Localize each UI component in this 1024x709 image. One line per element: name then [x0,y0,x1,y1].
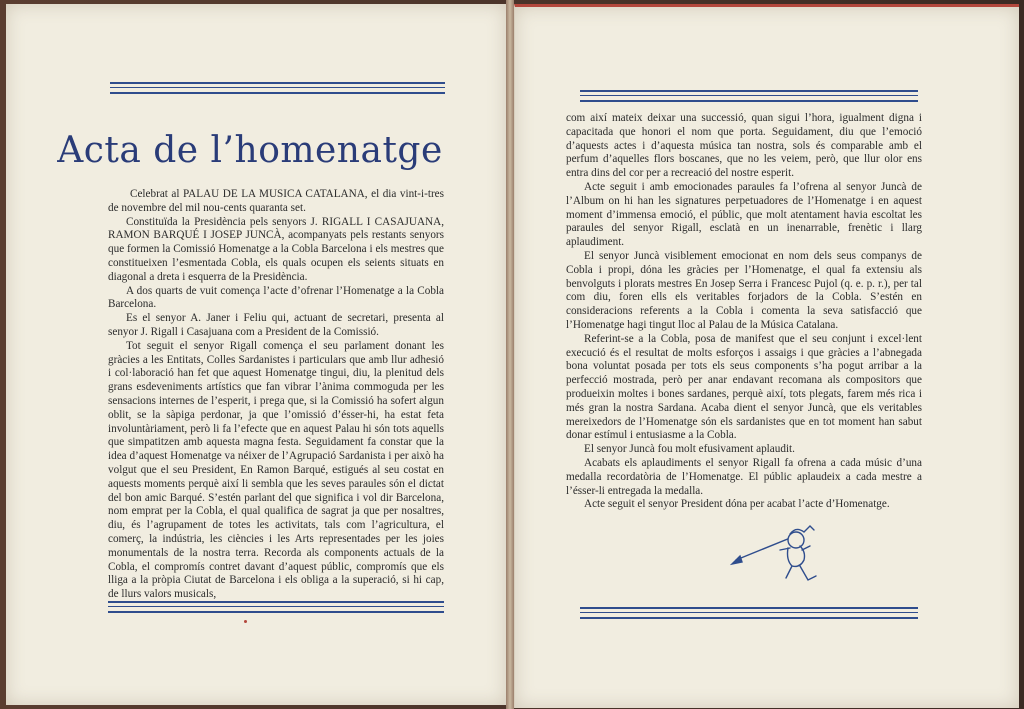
left-page-text [108,188,444,602]
paragraph: Referint-se a la Cobla, posa de manifest que el seu conjunt i excel·lent execució és el resultat de molts esforços i assaigs i que gràcies a l’abnegada bona voluntat posada per tots els seus components s’ha pogut arribar a la perfecció mostrada, però per anar endavant recomana als compositors que produeixin moltes i bones sardanes, perquè així, tots plegats, farem més rica i més gran la nostra Sardana. Acaba dient el senyor Juncà, que els veritables mereixedors de l’Homenatge són els sardanistes que en tot moment han sabut donar estímul i entusiasme a la Cobla. [566,332,922,442]
page-title: Acta de l’homenatge [57,130,443,171]
paragraph: com així mateix deixar una successió, quan sigui l’hora, igualment digna i capacitada que honori el nom que porta. Seguidament, diu que l’emoció d’aquests actes i d’aquesta música tan nostra, sols és comparable amb el perfum d’aquelles flors boscanes, que no les veiem, però, que llur olor ens entra dins del cor per a recreació del nostre esperit. [566,112,922,180]
top-rule-right [580,90,918,102]
paragraph: A dos quarts de vuit comença l’acte d’ofrenar l’Homenatge a la Cobla Barcelona. [108,284,444,311]
top-rule-left [110,82,445,94]
paragraph: Tot seguit el senyor Rigall comença el seu parlament donant les gràcies a les Entitats, Colles Sardanistes i particulars que amb llur adhesió i col·laboració han fet que aquest Homenatge tingui, diu, la plenitud dels grans esdeveniments artístics que fan vibrar l’ànima commoguda per les sensacions internes de l’esperit, i prega que, si la Comissió ha sofert algun oblit, se la sàpiga perdonar, ja que l’omissió d’ésser-hi, ha estat feta involuntàriament, però li fa l’efecte que en aquest Palau hi són tots aquells que simpatitzen amb aquesta magna festa. Seguidament fa constar que la idea d’aquest Homenatge va néixer de l’Agrupació Sardanista i per això ha volgut que el seu President, En Ramon Barqué, estigués al seu costat en aquests moments perquè així li sembla que les seves paraules són el dictat del bon amic Barqué. S’estén parlant del que significa i vol dir Barcelona, nom emprat per la Cobla, el qual qualifica de sagrat ja que per nosaltres, diu, és l’agrupament de totes les activitats, tals com l’agricultura, el comerç, la indústria, les ciències i les Arts representades per les joies monumentals de la nostra terra. Recorda als components actuals de la Cobla, el compromís contret davant d’aquest públic, compromís que els lliga a la pròpia Ciutat de Barcelona i els obliga a la superació, si hi cap, de llurs valors musicals, [108,339,444,601]
bottom-rule-right [580,607,918,619]
right-page-text [566,112,922,512]
paragraph: El senyor Juncà fou molt efusivament aplaudit. [584,443,795,456]
paragraph: Acabats els aplaudiments el senyor Rigall fa ofrena a cada músic d’una medalla recordatòria de l’Homenatge. El públic aplaudeix a cada mestre a l’ésser-li entregada la medalla. [566,456,922,497]
paragraph: Es el senyor A. Janer i Feliu qui, actuant de secretari, presenta al senyor J. Rigall i Casajuana com a President de la Comissió. [108,312,444,338]
paragraph: Acte seguit el senyor President dóna per acabat l’acte d’Homenatge. [584,498,890,511]
book-gutter [506,0,514,709]
ink-mark [244,620,247,623]
paragraph: El senyor Juncà visiblement emocionat en nom dels seus companys de Cobla i propi, dóna les gràcies per l’Homenatge, el qual fa extensiu als benvolguts i plorats mestres En Josep Serra i Francesc Pujol (q. e. p. r.), per tal com diu, foren ells els veritables forjadors de la Cobla. S’estén en consideracions referents a la Cobla i comenta la seva satisfacció que l’Homenatge hagi tingut lloc al Palau de la Música Catalana. [566,249,922,331]
musician-playing-tenora-icon [730,520,820,590]
paragraph: Constituïda la Presidència pels senyors J. RIGALL I CASAJUANA, RAMON BARQUÉ I JOSEP JUNCÀ, acompanyats pels restants senyors que formen la Comissió Homenatge a la Cobla Barcelona i els mestres que constitueixen l’esmentada Cobla, els quals ocupen els seients situats en diagonal a dreta i esquerra de la Presidència. [108,215,444,283]
paragraph: Celebrat al PALAU DE LA MUSICA CATALANA, el dia vint-i-tres de novembre del mil nou-cents quaranta set. [108,188,444,214]
paragraph: Acte seguit i amb emocionades paraules fa l’ofrena al senyor Juncà de l’Album on hi han les signatures perpetuadores de l’Homenatge i en aquest moment d’immensa emoció, el públic, que molt atentament havia escoltat les paraules del senyor Rigall, esclatà en un inenarrable, frenètic i llarg aplaudiment. [566,180,922,249]
bottom-rule-left [108,601,444,613]
